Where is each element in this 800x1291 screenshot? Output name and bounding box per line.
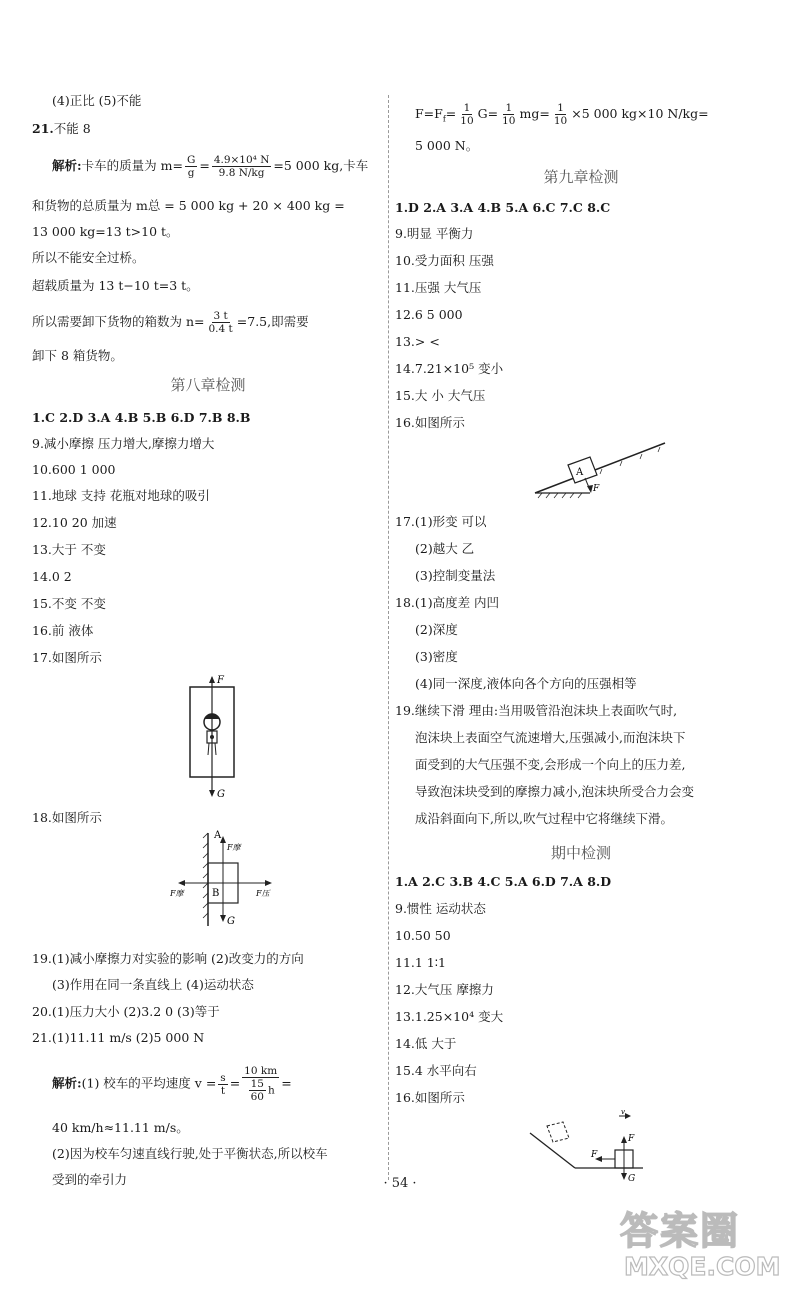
question-number: 21.: [32, 121, 54, 136]
section-heading-midterm: 期中检测: [550, 844, 611, 862]
inner-fraction: [249, 1078, 266, 1103]
solution-text: (1) 校车的平均速度 v =: [81, 1075, 217, 1091]
formula-text: ×5 000 kg×10 N/kg=: [571, 106, 709, 121]
answer-line: 17.如图所示: [32, 650, 102, 665]
figure-mid16-slope: [525, 1108, 655, 1183]
solution-label: 解析:: [52, 158, 82, 173]
watermark-line2: MXQE.COM: [624, 1252, 781, 1281]
section-heading-chapter9: 第九章检测: [543, 168, 619, 186]
watermark-logo: [620, 1200, 790, 1290]
answer-line: 泡沫块上表面空气流速增大,压强减小,而泡沫块下: [415, 730, 686, 745]
solution-text: 卡车的质量为 m=: [81, 158, 183, 173]
answer-line: 13.> <: [395, 334, 440, 349]
force-label-friction: F摩: [227, 843, 241, 852]
denominator: 60: [250, 1091, 264, 1103]
fraction: [212, 154, 272, 179]
force-label-left: F摩: [170, 889, 184, 898]
formula-line: $F=F_f=$ $\frac{1}{10}$ G= $\frac{1}{10}$ mg= $\frac{1}{10}$ ×5 000 kg×10 N/kg=: [415, 102, 709, 127]
solution-text: =: [229, 1075, 241, 1091]
answer-line: 17.(1)形变 可以: [395, 514, 487, 529]
answer-line: 成沿斜面向下,所以,吹气过程中它将继续下滑。: [415, 811, 673, 826]
velocity-label: v: [621, 1108, 625, 1116]
denominator: g: [187, 167, 195, 179]
answer-line: 11.地球 支持 花瓶对地球的吸引: [32, 488, 210, 503]
watermark-line1: 答案圈: [620, 1209, 741, 1253]
denominator: [245, 1078, 277, 1103]
answer-line: (3)控制变量法: [415, 568, 496, 583]
fraction: [500, 102, 517, 127]
answer-line: 10.50 50: [395, 928, 451, 943]
formula-text: =: [445, 106, 457, 121]
answer-line: 18.如图所示: [32, 810, 102, 825]
fraction: [207, 310, 235, 335]
answer-line: (4)正比 (5)不能: [52, 93, 142, 108]
force-label-G: G: [217, 789, 225, 800]
answer-line: 18.(1)高度差 内凹: [395, 595, 500, 610]
fraction: [242, 1065, 279, 1103]
numerator: 15: [250, 1078, 264, 1090]
solution-text: 所以需要卸下货物的箱数为 n=: [32, 314, 205, 329]
answer-line: 9.惯性 运动状态: [395, 901, 486, 916]
formula-line: 5 000 N。: [415, 138, 479, 153]
answer-line: 导致泡沫块受到的摩擦力减小,泡沫块所受合力会变: [415, 784, 694, 799]
answer-line: 13.1.25×10⁴ 变大: [395, 1009, 504, 1024]
force-label-G: G: [227, 916, 235, 927]
numerator: 10 km: [244, 1065, 278, 1077]
answer-line: 16.如图所示: [395, 1090, 465, 1105]
numerator: 1: [557, 102, 564, 114]
answer-line: 21.(1)11.11 m/s (2)5 000 N: [32, 1030, 205, 1045]
answer-line: 15.大 小 大气压: [395, 388, 486, 403]
numerator: 1: [505, 102, 513, 114]
answer-line: (4)同一深度,液体向各个方向的压强相等: [415, 676, 637, 691]
numerator: s: [220, 1071, 226, 1084]
solution-line: 40 km/h≈11.11 m/s。: [52, 1120, 189, 1135]
solution-line: (2)因为校车匀速直线行驶,处于平衡状态,所以校车: [52, 1146, 328, 1161]
answer-line: 20.(1)压力大小 (2)3.2 0 (3)等于: [32, 1004, 220, 1019]
answer-line: 12.6 5 000: [395, 307, 463, 322]
label-A: A: [214, 830, 222, 841]
solution-line: 所以不能安全过桥。: [32, 250, 145, 265]
denominator: 10: [553, 115, 568, 127]
answer-line: 16.如图所示: [395, 415, 465, 430]
denominator: 9.8 N/kg: [218, 167, 265, 179]
answer-line: 1.C 2.D 3.A 4.B 5.B 6.D 7.B 8.B: [32, 410, 251, 425]
numerator: 3 t: [213, 310, 228, 322]
denominator: 10: [502, 115, 516, 127]
numerator: G: [186, 154, 196, 166]
solution-line: 13 000 kg=13 t>10 t。: [32, 224, 179, 239]
denominator: t: [220, 1084, 226, 1097]
answer-line: 19.(1)减小摩擦力对实验的影响 (2)改变力的方向: [32, 951, 304, 966]
fraction: [552, 102, 569, 127]
formula-text: F=F: [415, 106, 443, 121]
answer-text: 不能 8: [53, 121, 91, 136]
answer-line: 9.明显 平衡力: [395, 226, 474, 241]
section-heading-chapter8: 第八章检测: [170, 376, 246, 394]
column-divider: [388, 95, 389, 1180]
answer-line: 10.600 1 000: [32, 462, 116, 477]
answer-line: 16.前 液体: [32, 623, 94, 638]
solution-line: 超载质量为 13 t−10 t=3 t。: [32, 278, 199, 293]
solution-text: =5 000 kg,卡车: [273, 158, 369, 173]
solution-line: 卸下 8 箱货物。: [32, 348, 123, 363]
solution-line: [32, 1065, 292, 1103]
answer-line: 15.不变 不变: [32, 596, 106, 611]
solution-line: 和货物的总质量为 m总 = 5 000 kg + 20 × 400 kg =: [32, 198, 345, 213]
force-label-F: F: [628, 1134, 635, 1144]
fraction: [458, 102, 475, 127]
answer-line: 9.减小摩擦 压力增大,摩擦力增大: [32, 436, 215, 451]
formula-text: G=: [477, 106, 499, 121]
solution-line: [32, 154, 368, 179]
label-B: B: [212, 888, 220, 899]
fraction: [185, 154, 197, 179]
answer-line: 11.1 1∶1: [395, 955, 446, 970]
solution-label: 解析:: [52, 1075, 82, 1091]
solution-text: =: [199, 158, 210, 173]
answer-line: 1.D 2.A 3.A 4.B 5.A 6.C 7.C 8.C: [395, 200, 611, 215]
solution-text: =: [281, 1075, 292, 1091]
answer-line: 12.10 20 加速: [32, 515, 117, 530]
answer-line: 14.7.21×10⁵ 变小: [395, 361, 504, 376]
figure-18-block-wall: [170, 828, 280, 928]
fraction: [218, 1072, 227, 1097]
answer-line: (2)深度: [415, 622, 458, 637]
figure-17-elevator: [180, 675, 250, 800]
numerator: 4.9×10⁴ N: [213, 154, 270, 166]
solution-line: [32, 310, 309, 335]
solution-text: =7.5,即需要: [236, 314, 309, 329]
denominator: 10: [460, 115, 474, 127]
answer-line: 19.继续下滑 理由:当用吸管沿泡沫块上表面吹气时,: [395, 703, 678, 718]
force-label-F: F: [217, 675, 224, 686]
answer-line: (3)作用在同一条直线上 (4)运动状态: [52, 977, 254, 992]
unit: h: [267, 1084, 275, 1097]
answer-line: 10.受力面积 压强: [395, 253, 494, 268]
answer-line: 11.压强 大气压: [395, 280, 482, 295]
answer-line: 14.0 2: [32, 569, 72, 584]
answer-line: 1.A 2.C 3.B 4.C 5.A 6.D 7.A 8.D: [395, 874, 612, 889]
numerator: 1: [463, 102, 471, 114]
figure-16-incline: [530, 438, 670, 503]
force-label-press: F压: [256, 889, 270, 898]
formula-text: mg=: [519, 106, 550, 121]
force-label-F: F: [593, 484, 600, 494]
answer-line: 面受到的大气压强不变,会形成一个向上的压力差,: [415, 757, 686, 772]
label-A: A: [576, 467, 584, 478]
answer-line: (2)越大 乙: [415, 541, 475, 556]
denominator: 0.4 t: [208, 323, 233, 335]
answer-line: 13.大于 不变: [32, 542, 106, 557]
solution-line: 受到的牵引力: [52, 1172, 128, 1187]
force-label-G: G: [628, 1174, 636, 1183]
answer-line: (3)密度: [415, 649, 458, 664]
answer-line: 14.低 大于: [395, 1036, 457, 1051]
force-label-friction: F: [591, 1150, 598, 1160]
answer-21: [32, 121, 91, 137]
answer-line: 15.4 水平向右: [395, 1063, 477, 1078]
answer-line: 12.大气压 摩擦力: [395, 982, 494, 997]
page-number: · 54 ·: [383, 1176, 417, 1191]
